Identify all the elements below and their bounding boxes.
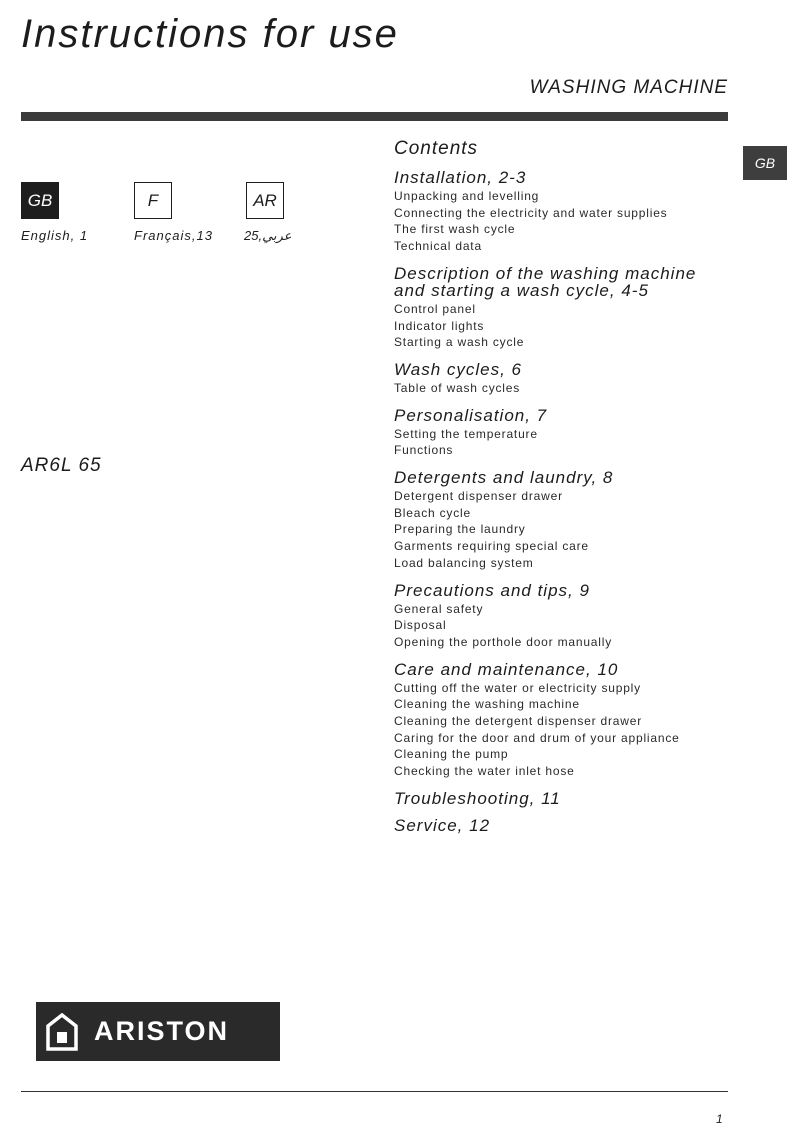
section-item-list (394, 680, 734, 780)
section-item: Caring for the door and drum of your appliance (394, 730, 680, 745)
section-item: Garments requiring special care (394, 539, 589, 554)
contents-section (394, 661, 734, 780)
model-number: AR6L 65 (21, 455, 102, 476)
section-title: Description of the washing machine and starting a wash cycle, 4-5 (394, 263, 697, 300)
section-item-list (394, 601, 734, 651)
logo-text: ARISTON (94, 1016, 230, 1046)
section-title: Personalisation, 7 (394, 405, 548, 425)
contents-section (394, 790, 734, 807)
section-item: Opening the porthole door manually (394, 634, 612, 649)
language-tab: GB (743, 146, 787, 180)
section-item-list (394, 426, 734, 459)
document-subtitle: WASHING MACHINE (529, 77, 728, 98)
section-item: Setting the temperature (394, 426, 538, 441)
section-item: Cleaning the detergent dispenser drawer (394, 714, 643, 729)
section-item: Load balancing system (394, 555, 534, 570)
house-icon (46, 1013, 78, 1051)
section-item-list (394, 380, 734, 397)
contents-section (394, 265, 734, 351)
language-label-francais: Français,13 (134, 228, 213, 243)
language-label-english: English, 1 (21, 228, 89, 243)
section-item: Cleaning the pump (394, 747, 509, 762)
language-box-f: F (134, 182, 172, 219)
contents-section (394, 169, 734, 255)
section-item: Unpacking and levelling (394, 189, 540, 203)
section-title: Installation, 2-3 (394, 168, 527, 187)
section-item-list (394, 301, 734, 351)
section-item: Indicator lights (394, 318, 485, 333)
section-item: Detergent dispenser drawer (394, 489, 563, 504)
section-title: Service, 12 (394, 815, 491, 835)
contents-section (394, 469, 734, 572)
section-item: Control panel (394, 301, 476, 316)
section-title: Detergents and laundry, 8 (394, 468, 614, 488)
section-item: Technical data (394, 239, 482, 254)
contents-heading: Contents (394, 138, 479, 159)
section-item-list (394, 188, 734, 255)
section-item: Cutting off the water or electricity supply (394, 680, 641, 695)
section-item: Starting a wash cycle (394, 335, 525, 350)
contents-sections (394, 169, 734, 834)
section-item: Preparing the laundry (394, 522, 526, 537)
table-of-contents (394, 138, 734, 844)
section-title: Precautions and tips, 9 (394, 580, 590, 600)
contents-section (394, 407, 734, 459)
section-title: Wash cycles, 6 (394, 359, 523, 379)
section-item: Cleaning the washing machine (394, 697, 580, 712)
language-label-arabic: عربي,25 (244, 228, 292, 243)
page-number: 1 (716, 1112, 723, 1126)
section-item-list (394, 488, 734, 572)
contents-section (394, 817, 734, 834)
section-item: Table of wash cycles (394, 380, 521, 395)
section-item: Connecting the electricity and water supplies (394, 205, 668, 220)
section-title: Care and maintenance, 10 (394, 659, 619, 679)
header-rule (21, 112, 728, 121)
section-item: The first wash cycle (394, 222, 516, 237)
section-item: Bleach cycle (394, 505, 471, 520)
contents-section (394, 361, 734, 397)
document-title: Instructions for use (21, 12, 399, 56)
section-item: General safety (394, 601, 484, 616)
language-box-gb: GB (21, 182, 59, 219)
section-title: Troubleshooting, 11 (394, 788, 561, 808)
ariston-logo (36, 1002, 280, 1061)
language-box-ar: AR (246, 182, 284, 219)
contents-section (394, 582, 734, 651)
footer-rule (21, 1091, 728, 1092)
section-item: Disposal (394, 618, 447, 633)
section-item: Checking the water inlet hose (394, 764, 575, 779)
section-item: Functions (394, 443, 454, 458)
